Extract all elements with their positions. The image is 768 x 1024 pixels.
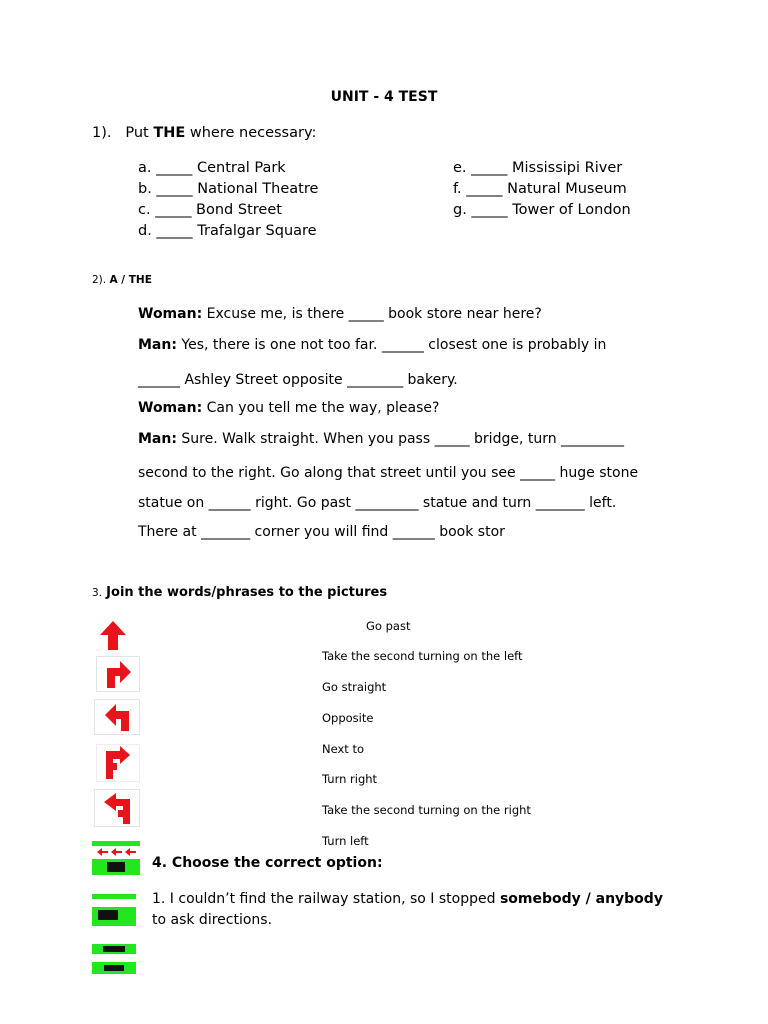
phrase-label: Take the second turning on the left (322, 649, 523, 663)
line-text: Excuse me, is there _____ book store near here? (202, 306, 542, 322)
q1-item-g: g. _____ Tower of London (453, 202, 631, 218)
dialogue-line-2 (138, 337, 606, 353)
q1-item-e: e. _____ Mississipi River (453, 160, 623, 176)
question-4-item-1 (152, 891, 663, 907)
line-text: Can you tell me the way, please? (202, 400, 440, 416)
dialogue-line-5 (138, 431, 624, 447)
line-text: Yes, there is one not too far. ______ closest one is probably in (176, 337, 607, 353)
dialogue-line-4 (138, 400, 439, 416)
question-2-number: 2). (92, 274, 107, 286)
phrase-label: Next to (322, 742, 364, 756)
arrow-up-icon (96, 618, 130, 652)
question-1-keyword: THE (153, 125, 186, 141)
question-1-suffix: where necessary: (189, 125, 317, 141)
speaker: Woman: (138, 306, 203, 322)
line-text: Sure. Walk straight. When you pass _____ bridge, turn _________ (176, 431, 625, 447)
turn-left-icon (94, 699, 140, 735)
opposite-icon (92, 944, 136, 976)
q1-item-f: f. _____ Natural Museum (453, 181, 627, 197)
q1-item-a: a. _____ Central Park (138, 160, 286, 176)
phrase-label: Opposite (322, 711, 374, 725)
phrase-label: Turn right (322, 772, 378, 786)
line-text: second to the right. Go along that street until you see _____ huge stone (138, 465, 639, 481)
q1-item-b: b. _____ National Theatre (138, 181, 319, 197)
line-text: statue on ______ right. Go past _________ statue and turn _______ left. (138, 495, 617, 511)
line-text: ______ Ashley Street opposite ________ bakery. (138, 372, 458, 388)
dialogue-line-6 (138, 465, 638, 481)
phrase-label: Go straight (322, 680, 387, 694)
phrase-label: Take the second turning on the right (322, 803, 531, 817)
question-2-heading (92, 274, 152, 286)
question-4-item-1-continued: to ask directions. (152, 912, 273, 928)
dialogue-line-1 (138, 306, 542, 322)
line-text: There at _______ corner you will find ______ book stor (138, 524, 505, 540)
go-past-icon (92, 894, 136, 926)
question-4-heading (152, 855, 383, 871)
speaker: Woman: (138, 400, 203, 416)
turn-right-icon (96, 656, 140, 692)
phrase-label: Go past (366, 619, 411, 633)
question-1-number: 1). (92, 125, 112, 141)
answer-options: somebody / anybody (499, 891, 663, 907)
second-right-icon (96, 744, 140, 782)
question-3-heading (92, 585, 387, 600)
question-2-title: A / THE (109, 274, 152, 286)
dialogue-line-7 (138, 495, 616, 511)
second-left-icon (94, 789, 140, 827)
speaker: Man: (138, 337, 177, 353)
question-1-prefix: Put (125, 125, 149, 141)
next-to-icon (92, 841, 140, 875)
phrase-label: Turn left (322, 834, 369, 848)
question-1-heading (92, 125, 316, 141)
page-title: UNIT - 4 TEST (330, 89, 438, 105)
sentence-start: 1. I couldn’t find the railway station, so I stopped (152, 891, 500, 907)
speaker: Man: (138, 431, 177, 447)
q1-item-d: d. _____ Trafalgar Square (138, 223, 317, 239)
dialogue-line-8 (138, 524, 505, 540)
dialogue-line-3 (138, 372, 458, 388)
q1-item-c: c. _____ Bond Street (138, 202, 282, 218)
question-3-number: 3. (92, 587, 103, 599)
question-3-title: Join the words/phrases to the pictures (106, 585, 388, 600)
question-4-title: 4. Choose the correct option: (152, 855, 383, 871)
